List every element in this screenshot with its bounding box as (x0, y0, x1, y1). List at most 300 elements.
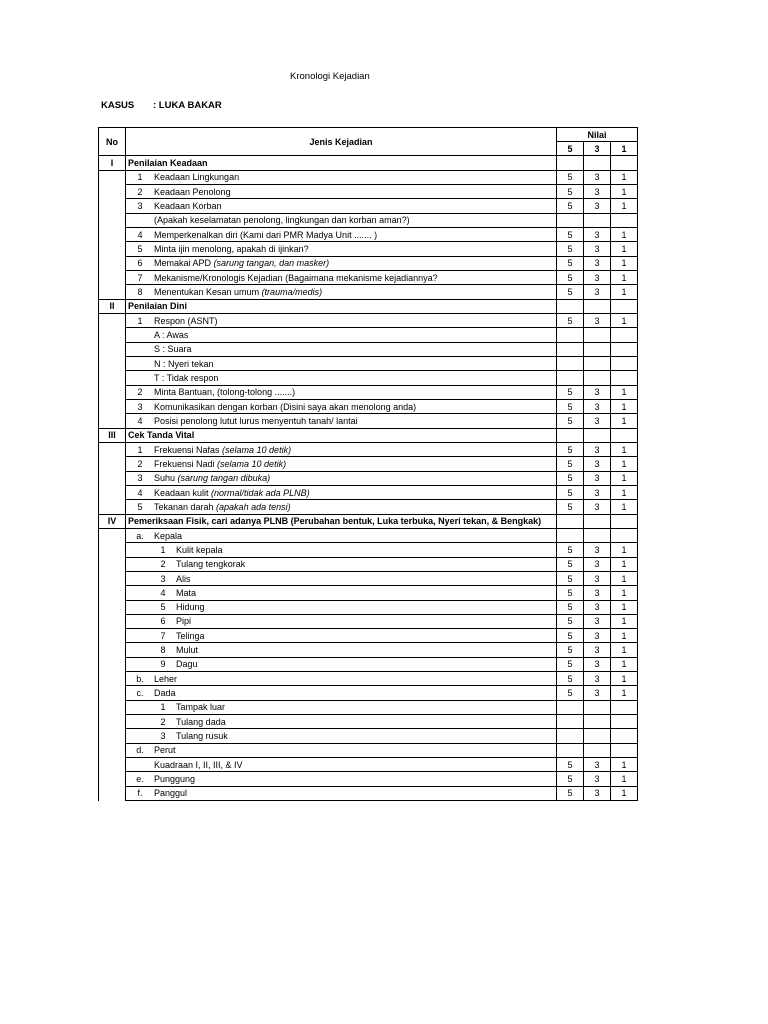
row-no (99, 399, 126, 413)
score-cell-1: 1 (611, 643, 638, 657)
score-cell-5 (557, 428, 584, 442)
row-jenis (126, 700, 557, 714)
row-jenis (126, 643, 557, 657)
row-no (99, 786, 126, 800)
item-italic-note: (sarung tangan dibuka) (177, 473, 271, 484)
item-number: 1 (137, 172, 143, 183)
score-cell-3: 3 (584, 184, 611, 198)
item-text: (Apakah keselamatan penolong, lingkungan dan korban aman?) (154, 215, 410, 226)
row-jenis (126, 342, 557, 356)
score-cell-3: 3 (584, 543, 611, 557)
score-cell-3: 3 (584, 170, 611, 184)
header-nilai: Nilai (557, 128, 638, 142)
row-no: IV (99, 514, 126, 528)
item-number: 4 (137, 487, 143, 498)
row-jenis (126, 614, 557, 628)
row-no: II (99, 299, 126, 313)
row-no (99, 557, 126, 571)
row-no (99, 758, 126, 772)
case-value: : LUKA BAKAR (153, 100, 222, 111)
item-number: 2 (137, 458, 143, 469)
item-text: Kulit kepala (176, 544, 223, 555)
sub-item-number: 1 (160, 544, 166, 555)
table-row (99, 213, 638, 227)
sub-item-number: 4 (160, 587, 166, 598)
row-no (99, 657, 126, 671)
sub-item-number: 6 (160, 616, 166, 627)
score-cell-3 (584, 371, 611, 385)
row-no (99, 528, 126, 542)
score-cell-3 (584, 528, 611, 542)
item-text: Dagu (176, 659, 198, 670)
row-no (99, 184, 126, 198)
score-cell-5: 5 (557, 285, 584, 299)
item-text: Memperkenalkan diri (Kami dari PMR Madya Unit ....... ) (154, 229, 378, 240)
header-score-1: 1 (611, 142, 638, 156)
item-text: Minta ijin menolong, apakah di ijinkan? (154, 243, 309, 254)
table-row (99, 528, 638, 542)
row-jenis (126, 457, 557, 471)
item-number: e. (136, 774, 144, 785)
row-no (99, 227, 126, 241)
item-text: Keadaan kulit (154, 487, 212, 498)
score-cell-1 (611, 528, 638, 542)
item-number: 2 (137, 387, 143, 398)
score-cell-3 (584, 213, 611, 227)
table-row (99, 758, 638, 772)
score-cell-5 (557, 371, 584, 385)
score-cell-5: 5 (557, 170, 584, 184)
score-cell-5 (557, 156, 584, 170)
score-cell-1: 1 (611, 543, 638, 557)
score-cell-5: 5 (557, 256, 584, 270)
row-no (99, 629, 126, 643)
item-number: 4 (137, 415, 143, 426)
item-number: 7 (137, 272, 143, 283)
sub-item-number: 8 (160, 645, 166, 656)
score-cell-5: 5 (557, 657, 584, 671)
row-no (99, 586, 126, 600)
score-cell-5 (557, 356, 584, 370)
score-cell-3: 3 (584, 643, 611, 657)
row-jenis (126, 528, 557, 542)
row-jenis: Penilaian Keadaan (126, 156, 557, 170)
row-jenis (126, 414, 557, 428)
table-row (99, 371, 638, 385)
row-jenis (126, 371, 557, 385)
score-cell-5: 5 (557, 442, 584, 456)
row-jenis (126, 199, 557, 213)
item-number: 5 (137, 243, 143, 254)
item-text: Mekanisme/Kronologis Kejadian (Bagaimana mekanisme kejadiannya? (154, 272, 438, 283)
score-cell-1 (611, 213, 638, 227)
item-text: Tampak luar (176, 702, 226, 713)
score-cell-5 (557, 299, 584, 313)
table-row (99, 356, 638, 370)
score-cell-1: 1 (611, 500, 638, 514)
table-row (99, 414, 638, 428)
row-jenis (126, 657, 557, 671)
item-italic-note: (apakah ada tensi) (216, 501, 291, 512)
score-cell-5: 5 (557, 786, 584, 800)
score-cell-1: 1 (611, 227, 638, 241)
score-cell-5: 5 (557, 414, 584, 428)
table-row (99, 786, 638, 800)
score-cell-5: 5 (557, 758, 584, 772)
sub-item-number: 3 (160, 731, 166, 742)
table-row (99, 170, 638, 184)
score-cell-1: 1 (611, 772, 638, 786)
row-no (99, 270, 126, 284)
score-cell-1: 1 (611, 199, 638, 213)
section-row (99, 156, 638, 170)
sub-item-number: 7 (160, 630, 166, 641)
score-cell-1: 1 (611, 170, 638, 184)
item-number: 3 (137, 473, 143, 484)
item-text: Pipi (176, 616, 192, 627)
item-text: Suhu (154, 473, 178, 484)
item-text: Posisi penolong lutut lurus menyentuh tanah/ lantai (154, 415, 358, 426)
row-no (99, 715, 126, 729)
score-cell-3 (584, 328, 611, 342)
row-jenis (126, 285, 557, 299)
score-cell-5: 5 (557, 643, 584, 657)
case-line (101, 100, 222, 111)
document-title: Kronologi Kejadian (290, 71, 370, 82)
row-jenis (126, 242, 557, 256)
score-cell-3 (584, 342, 611, 356)
score-cell-1: 1 (611, 758, 638, 772)
score-cell-5 (557, 213, 584, 227)
score-cell-1: 1 (611, 571, 638, 585)
item-number: 1 (137, 444, 143, 455)
score-cell-3 (584, 700, 611, 714)
score-cell-5 (557, 342, 584, 356)
score-cell-3: 3 (584, 571, 611, 585)
row-jenis (126, 629, 557, 643)
row-jenis: Cek Tanda Vital (126, 428, 557, 442)
item-text: Menentukan Kesan umum (154, 286, 262, 297)
row-jenis (126, 270, 557, 284)
score-cell-5: 5 (557, 313, 584, 327)
score-cell-5: 5 (557, 600, 584, 614)
score-cell-3: 3 (584, 385, 611, 399)
table-row (99, 328, 638, 342)
score-cell-5 (557, 743, 584, 757)
table-row (99, 600, 638, 614)
score-cell-5: 5 (557, 184, 584, 198)
header-no: No (99, 128, 126, 156)
row-jenis (126, 399, 557, 413)
assessment-sheet (98, 127, 638, 799)
item-text: T : Tidak respon (154, 372, 219, 383)
table-row (99, 643, 638, 657)
row-no (99, 543, 126, 557)
score-cell-3 (584, 715, 611, 729)
sub-item-number: 2 (160, 559, 166, 570)
score-cell-3: 3 (584, 313, 611, 327)
score-cell-1 (611, 156, 638, 170)
score-cell-1 (611, 328, 638, 342)
item-text: Dada (154, 688, 176, 699)
item-text: Kepala (154, 530, 183, 541)
item-text: N : Nyeri tekan (154, 358, 214, 369)
header-score-3: 3 (584, 142, 611, 156)
item-text: Tulang rusuk (176, 731, 228, 742)
score-cell-1: 1 (611, 399, 638, 413)
score-cell-1: 1 (611, 457, 638, 471)
item-text: Keadaan Penolong (154, 186, 231, 197)
score-cell-1: 1 (611, 313, 638, 327)
table-row (99, 385, 638, 399)
table-row (99, 342, 638, 356)
row-jenis (126, 442, 557, 456)
item-text: Mata (176, 587, 197, 598)
score-cell-1: 1 (611, 629, 638, 643)
score-cell-1 (611, 299, 638, 313)
item-text: Panggul (154, 788, 188, 799)
score-cell-1: 1 (611, 786, 638, 800)
score-cell-3 (584, 428, 611, 442)
score-cell-5: 5 (557, 571, 584, 585)
score-cell-1 (611, 715, 638, 729)
row-jenis (126, 672, 557, 686)
row-no (99, 213, 126, 227)
score-cell-5: 5 (557, 485, 584, 499)
score-cell-5: 5 (557, 270, 584, 284)
row-no (99, 442, 126, 456)
row-no (99, 729, 126, 743)
item-text: Frekuensi Nafas (154, 444, 223, 455)
sub-item-number: 5 (160, 602, 166, 613)
row-no (99, 170, 126, 184)
item-number: d. (136, 745, 144, 756)
table-row (99, 743, 638, 757)
item-text: Tulang tengkorak (176, 559, 246, 570)
header-jenis: Jenis Kejadian (126, 128, 557, 156)
item-italic-note: (trauma/medis) (261, 286, 323, 297)
score-cell-3: 3 (584, 414, 611, 428)
score-cell-3 (584, 299, 611, 313)
item-number: f. (137, 788, 143, 799)
row-no (99, 285, 126, 299)
item-text: Tulang dada (176, 716, 226, 727)
row-no (99, 328, 126, 342)
row-no (99, 743, 126, 757)
table-row (99, 227, 638, 241)
table-row (99, 500, 638, 514)
score-cell-1: 1 (611, 557, 638, 571)
score-cell-5 (557, 700, 584, 714)
row-jenis (126, 328, 557, 342)
item-text: Punggung (154, 774, 196, 785)
score-cell-3: 3 (584, 485, 611, 499)
score-cell-1: 1 (611, 414, 638, 428)
row-jenis (126, 356, 557, 370)
score-cell-3: 3 (584, 285, 611, 299)
row-no (99, 600, 126, 614)
table-row (99, 629, 638, 643)
sub-item-number: 9 (160, 659, 166, 670)
item-text: Hidung (176, 602, 205, 613)
row-no (99, 414, 126, 428)
section-row (99, 514, 638, 528)
score-cell-1: 1 (611, 285, 638, 299)
score-cell-3: 3 (584, 772, 611, 786)
score-cell-5: 5 (557, 385, 584, 399)
score-cell-3: 3 (584, 672, 611, 686)
item-italic-note: (sarung tangan, dan masker) (213, 258, 330, 269)
table-row (99, 471, 638, 485)
table-row (99, 543, 638, 557)
table-row (99, 772, 638, 786)
item-number: 3 (137, 200, 143, 211)
row-no (99, 385, 126, 399)
score-cell-5: 5 (557, 242, 584, 256)
table-row (99, 715, 638, 729)
table-row (99, 399, 638, 413)
item-text: Tekanan darah (154, 501, 217, 512)
row-jenis (126, 758, 557, 772)
score-cell-5: 5 (557, 614, 584, 628)
item-number: a. (136, 530, 144, 541)
table-row (99, 313, 638, 327)
table-row (99, 285, 638, 299)
row-no: I (99, 156, 126, 170)
item-text: Minta Bantuan, (tolong-tolong .......) (154, 387, 296, 398)
score-cell-5: 5 (557, 686, 584, 700)
row-jenis (126, 557, 557, 571)
item-text: Telinga (176, 630, 205, 641)
item-text: Memakai APD (154, 258, 214, 269)
item-text: S : Suara (154, 344, 192, 355)
row-no: III (99, 428, 126, 442)
row-jenis (126, 170, 557, 184)
row-no (99, 772, 126, 786)
row-no (99, 500, 126, 514)
score-cell-5: 5 (557, 586, 584, 600)
row-jenis (126, 600, 557, 614)
score-cell-1 (611, 342, 638, 356)
score-cell-3 (584, 743, 611, 757)
item-text: Mulut (176, 645, 199, 656)
score-cell-1: 1 (611, 442, 638, 456)
row-no (99, 242, 126, 256)
section-row (99, 299, 638, 313)
row-no (99, 643, 126, 657)
score-cell-1: 1 (611, 600, 638, 614)
score-cell-5 (557, 328, 584, 342)
item-text: Komunikasikan dengan korban (Disini saya akan menolong anda) (154, 401, 417, 412)
row-jenis (126, 485, 557, 499)
score-cell-3: 3 (584, 457, 611, 471)
score-cell-1: 1 (611, 256, 638, 270)
sub-item-number: 2 (160, 716, 166, 727)
row-no (99, 256, 126, 270)
row-jenis (126, 586, 557, 600)
table-row (99, 184, 638, 198)
header-score-5: 5 (557, 142, 584, 156)
row-jenis (126, 184, 557, 198)
row-jenis (126, 743, 557, 757)
score-cell-1: 1 (611, 270, 638, 284)
score-cell-3: 3 (584, 256, 611, 270)
score-cell-5 (557, 729, 584, 743)
row-jenis (126, 729, 557, 743)
row-no (99, 686, 126, 700)
table-row (99, 557, 638, 571)
score-cell-5: 5 (557, 471, 584, 485)
score-cell-1 (611, 428, 638, 442)
item-text: Respon (ASNT) (154, 315, 218, 326)
table-row (99, 256, 638, 270)
table-row (99, 672, 638, 686)
score-cell-3: 3 (584, 471, 611, 485)
score-cell-1: 1 (611, 686, 638, 700)
score-cell-1: 1 (611, 657, 638, 671)
score-cell-3: 3 (584, 500, 611, 514)
item-number: 1 (137, 315, 143, 326)
score-cell-1: 1 (611, 471, 638, 485)
score-cell-3 (584, 514, 611, 528)
item-text: Keadaan Lingkungan (154, 172, 240, 183)
score-cell-3: 3 (584, 242, 611, 256)
item-number: 5 (137, 501, 143, 512)
score-cell-3: 3 (584, 199, 611, 213)
score-cell-5: 5 (557, 399, 584, 413)
row-jenis (126, 715, 557, 729)
table-row (99, 686, 638, 700)
item-italic-note: (selama 10 detik) (222, 444, 292, 455)
item-text: Frekuensi Nadi (154, 458, 218, 469)
score-cell-5: 5 (557, 629, 584, 643)
score-cell-1 (611, 356, 638, 370)
case-label: KASUS (101, 100, 135, 111)
item-text: Perut (154, 745, 176, 756)
score-cell-5: 5 (557, 543, 584, 557)
table-row (99, 586, 638, 600)
row-no (99, 457, 126, 471)
row-jenis (126, 543, 557, 557)
item-number: 2 (137, 186, 143, 197)
score-cell-1 (611, 514, 638, 528)
item-number: c. (136, 688, 144, 699)
row-jenis (126, 500, 557, 514)
score-cell-5: 5 (557, 457, 584, 471)
sub-item-number: 3 (160, 573, 166, 584)
row-jenis (126, 385, 557, 399)
row-jenis (126, 786, 557, 800)
item-text: Alis (176, 573, 191, 584)
item-italic-note: (normal/tidak ada PLNB) (211, 487, 310, 498)
item-number: b. (136, 673, 144, 684)
row-no (99, 313, 126, 327)
score-cell-1: 1 (611, 614, 638, 628)
score-cell-1: 1 (611, 242, 638, 256)
row-no (99, 356, 126, 370)
row-jenis (126, 313, 557, 327)
score-cell-5 (557, 528, 584, 542)
score-cell-3: 3 (584, 442, 611, 456)
row-no (99, 485, 126, 499)
score-cell-3: 3 (584, 614, 611, 628)
score-cell-3: 3 (584, 758, 611, 772)
score-cell-1 (611, 371, 638, 385)
score-cell-3: 3 (584, 629, 611, 643)
row-no (99, 700, 126, 714)
table-row (99, 657, 638, 671)
assessment-table (98, 127, 638, 801)
